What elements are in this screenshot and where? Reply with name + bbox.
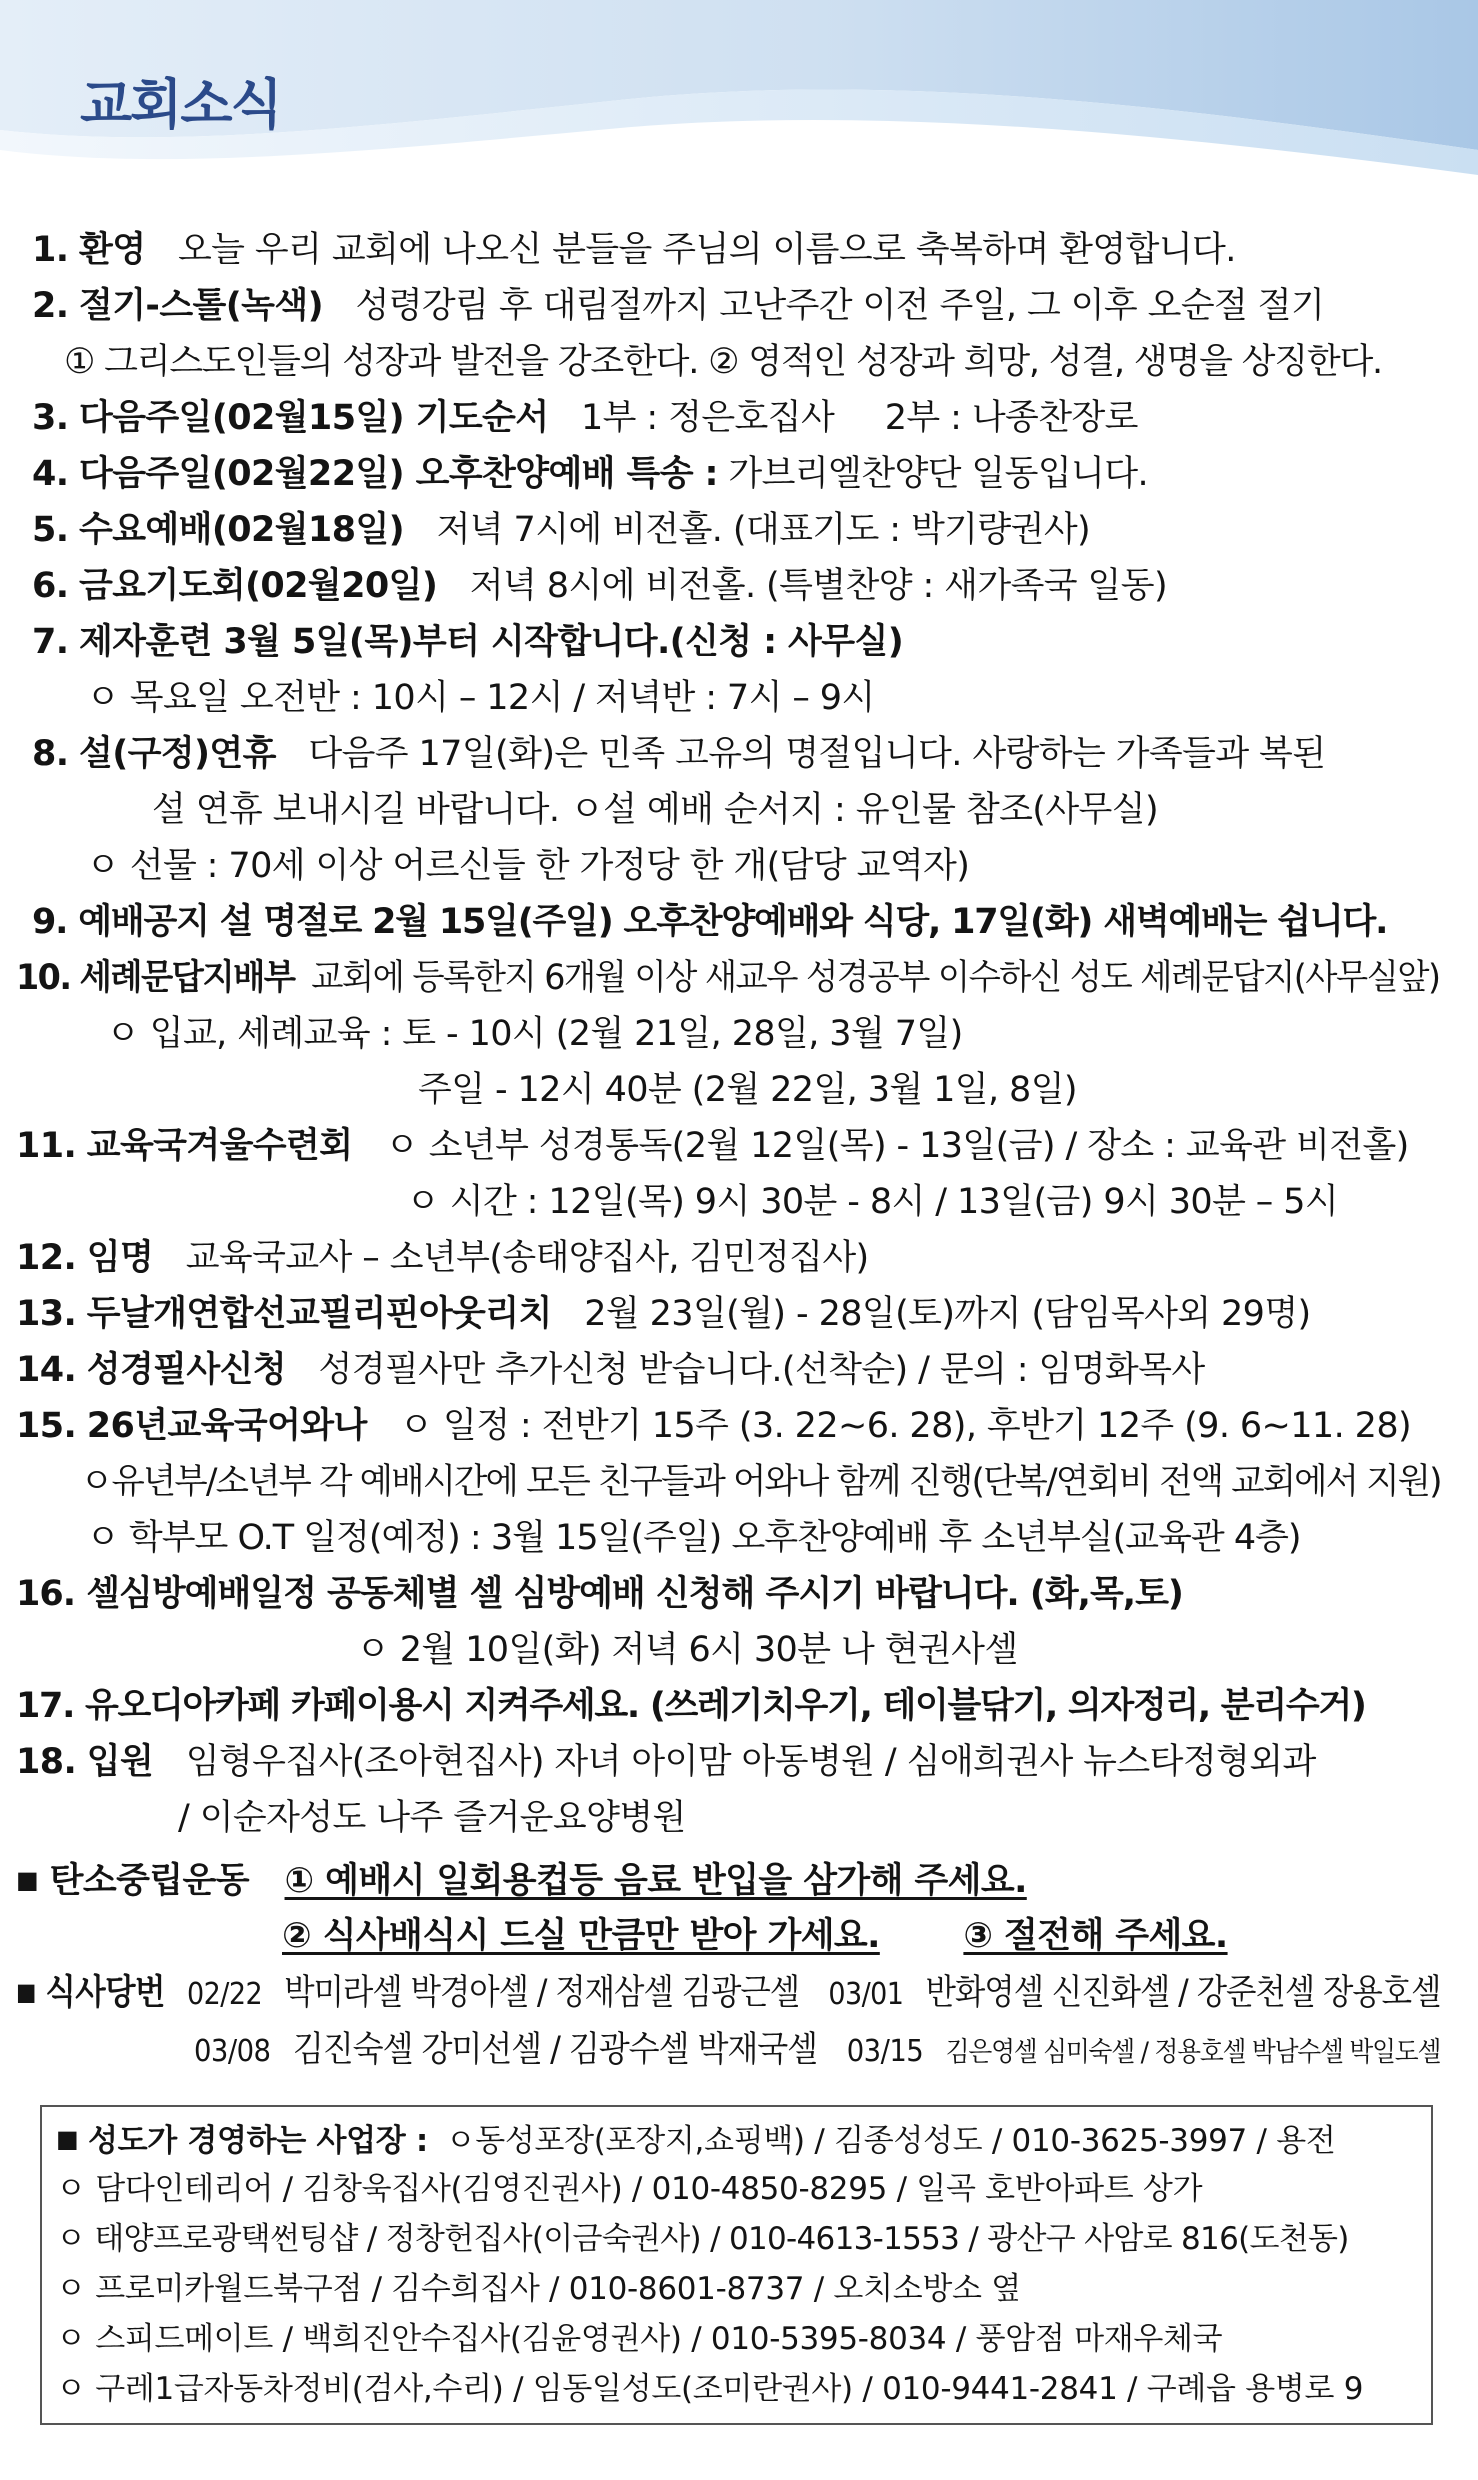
news-item-8-gift: ㅇ 선물 : 70세 이상 어르신들 한 가정당 한 개(담당 교역자): [86, 846, 970, 886]
news-item-15-parents-ot: ㅇ 학부모 O.T 일정(예정) : 3월 15일(주일) 오후찬양예배 후 소년부실(교육관 4층): [86, 1518, 1301, 1558]
news-item-8: 8. 설(구정)연휴 다음주 17일(화)은 민족 고유의 명절입니다. 사랑하는 가족들과 복된: [32, 734, 1326, 774]
news-item-4: 4. 다음주일(02월22일) 오후찬양예배 특송 : 가브리엘찬양단 일동입니다.: [32, 454, 1148, 494]
news-item-14: 14. 성경필사신청 성경필사만 추가신청 받습니다.(선착순) / 문의 : 임명화목사: [16, 1350, 1205, 1390]
carbon-neutral-campaign: ■ 탄소중립운동 ① 예배시 일회용컵등 음료 반입을 삼가해 주세요.: [16, 1861, 1027, 1901]
news-item-6: 6. 금요기도회(02월20일) 저녁 8시에 비전홀. (특별찬양 : 새가족국 일동): [32, 566, 1168, 606]
news-item-10-schedule-sun: 주일 - 12시 40분 (2월 22일, 3월 1일, 8일): [418, 1070, 1077, 1110]
news-item-13: 13. 두날개연합선교필리핀아웃리치 2월 23일(월) - 28일(토)까지 (담임목사외 29명): [16, 1294, 1311, 1334]
news-item-1: 1. 환영 오늘 우리 교회에 나오신 분들을 주님의 이름으로 축복하며 환영합니다.: [32, 230, 1236, 270]
news-item-12: 12. 임명 교육국교사 – 소년부(송태양집사, 김민정집사): [16, 1238, 869, 1278]
member-business-item: ㅇ 담다인테리어 / 김창욱집사(김영진권사) / 010-4850-8295 / 일곡 호반아파트 상가: [56, 2171, 1203, 2207]
carbon-neutral-campaign-2: ② 식사배식시 드실 만큼만 받아 가세요. ③ 절전해 주세요.: [282, 1916, 1228, 1956]
news-item-7: 7. 제자훈련 3월 5일(목)부터 시작합니다.(신청 : 사무실): [32, 622, 904, 662]
square-bullet-icon: ■: [16, 1866, 39, 1894]
news-item-18: 18. 입원 임형우집사(조아현집사) 자녀 아이맘 아동병원 / 심애희권사 뉴스타정형외과: [16, 1742, 1316, 1782]
news-item-9: 9. 예배공지 설 명절로 2월 15일(주일) 오후찬양예배와 식당, 17일(화) 새벽예배는 쉽니다.: [32, 902, 1388, 942]
meal-duty-row-2: 03/08 김진숙셀 강미선셀 / 김광수셀 박재국셀 03/15 김은영셀 심미숙셀 / 정용호셀 박남수셀 박일도셀: [194, 2030, 1441, 2070]
member-business-item: ㅇ 스피드메이트 / 백희진안수집사(김윤영권사) / 010-5395-8034 / 풍암점 마재우체국: [56, 2321, 1223, 2357]
meal-duty-row-1: ■ 식사당번 02/22 박미라셀 박경아셀 / 정재삼셀 김광근셀 03/01 반화영셀 신진화셀 / 강준천셀 장용호셀: [16, 1973, 1441, 2013]
square-bullet-icon: ■: [16, 1978, 36, 2006]
news-item-18-detail: / 이순자성도 나주 즐거운요양병원: [178, 1798, 686, 1838]
news-item-16: 16. 셀심방예배일정 공동체별 셀 심방예배 신청해 주시기 바랍니다. (화,목,토): [16, 1574, 1183, 1614]
news-item-16-detail: ㅇ 2월 10일(화) 저녁 6시 30분 나 현권사셀: [356, 1630, 1018, 1670]
member-business-item: ㅇ 구레1급자동차정비(검사,수리) / 임동일성도(조미란권사) / 010-9441-2841 / 구례읍 용병로 9: [56, 2371, 1364, 2407]
member-business-box: [40, 2105, 1433, 2425]
news-item-11: 11. 교육국겨울수련회 ㅇ 소년부 성경통독(2월 12일(목) - 13일(금) / 장소 : 교육관 비전홀): [16, 1126, 1409, 1166]
news-item-17: 17. 유오디아카페 카페이용시 지켜주세요. (쓰레기치우기, 테이블닦기, 의자정리, 분리수거): [16, 1686, 1366, 1726]
news-item-8-detail: 설 연휴 보내시길 바랍니다. ㅇ설 예배 순서지 : 유인물 참조(사무실): [152, 790, 1159, 830]
page-title: 교회소식: [80, 73, 281, 136]
square-bullet-icon: ■: [56, 2125, 79, 2153]
news-item-2-detail: ① 그리스도인들의 성장과 발전을 강조한다. ② 영적인 성장과 희망, 성결, 생명을 상징한다.: [64, 342, 1382, 382]
news-item-10-schedule-sat: ㅇ 입교, 세례교육 : 토 - 10시 (2월 21일, 28일, 3월 7일): [106, 1014, 963, 1054]
member-business-item: ㅇ 태양프로광택썬팅샵 / 정창헌집사(이금숙권사) / 010-4613-1553 / 광산구 사암로 816(도천동): [56, 2221, 1349, 2257]
news-item-7-detail: ㅇ 목요일 오전반 : 10시 – 12시 / 저녁반 : 7시 – 9시: [86, 678, 875, 718]
news-item-5: 5. 수요예배(02월18일) 저녁 7시에 비전홀. (대표기도 : 박기량권사): [32, 510, 1091, 550]
member-business-title-row: ■ 성도가 경영하는 사업장 : ㅇ동성포장(포장지,쇼핑백) / 김종성성도 / 010-3625-3997 / 용전: [56, 2123, 1336, 2159]
news-item-10: 10. 세례문답지배부 교회에 등록한지 6개월 이상 새교우 성경공부 이수하신 성도 세례문답지(사무실앞): [16, 958, 1440, 998]
news-item-11-time: ㅇ 시간 : 12일(목) 9시 30분 - 8시 / 13일(금) 9시 30분 – 5시: [406, 1182, 1339, 1222]
news-item-3: 3. 다음주일(02월15일) 기도순서 1부 : 정은호집사 2부 : 나종찬장로: [32, 398, 1138, 438]
member-business-item: ㅇ 프로미카월드북구점 / 김수희집사 / 010-8601-8737 / 오치소방소 옆: [56, 2271, 1021, 2307]
news-item-15: 15. 26년교육국어와나 ㅇ 일정 : 전반기 15주 (3. 22~6. 28), 후반기 12주 (9. 6~11. 28): [16, 1406, 1412, 1446]
news-item-2: 2. 절기-스톨(녹색) 성령강림 후 대림절까지 고난주간 이전 주일, 그 이후 오순절 절기: [32, 286, 1325, 326]
news-item-15-program: ㅇ유년부/소년부 각 예배시간에 모든 친구들과 어와나 함께 진행(단복/연회비 전액 교회에서 지원): [80, 1462, 1441, 1502]
